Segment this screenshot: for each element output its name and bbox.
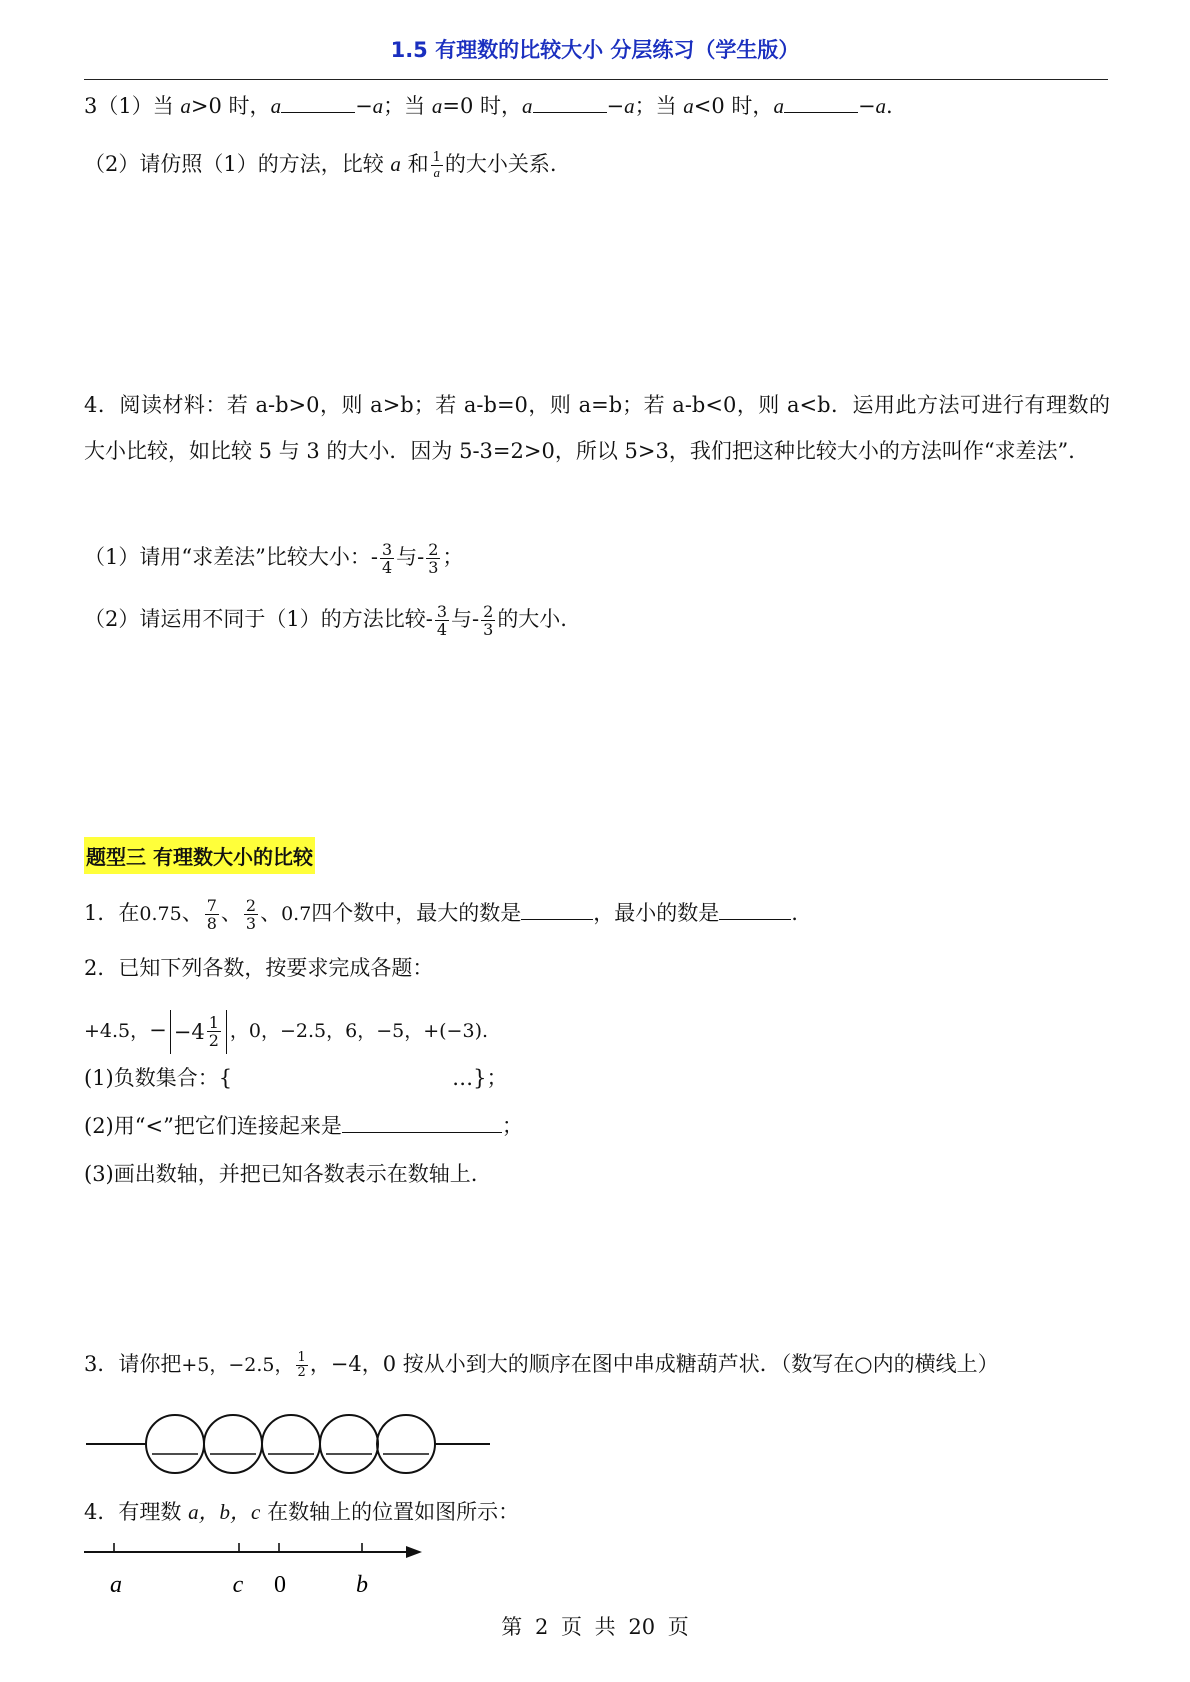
bead-1[interactable]: [146, 1415, 204, 1473]
fraction: $\frac{7}{8}$: [206, 896, 217, 933]
q3-blank-3[interactable]: [784, 92, 858, 113]
s3-q2-sub2: (2)用“<”把它们连接起来是 ；: [84, 1114, 523, 1138]
absolute-value: −4 $\frac{1}{2}$: [170, 1010, 227, 1054]
label-a: a: [110, 1572, 122, 1598]
q4-reading: 4．阅读材料：若 a-b>0，则 a>b；若 a-b=0，则 a=b；若 a-b<0，则 a<b．运用此方法可进行有理数的大小比较，如比较 5 与 3 的大小．因为 5-3=2>0，所以 5>3，我们把这种比较大小的方法叫作“求差法”．: [84, 393, 1110, 463]
page-title: 1.5 有理数的比较大小 分层练习（学生版）: [390, 38, 800, 62]
fraction: $\frac{2}{3}$: [245, 896, 257, 933]
order-blank[interactable]: [342, 1112, 502, 1133]
fraction: $\frac{3}{4}$: [436, 602, 448, 639]
largest-blank[interactable]: [521, 899, 593, 920]
number-line: [0, 1530, 440, 1605]
fraction: $\frac{2}{3}$: [483, 602, 494, 639]
s3-q3: 3．请你把+5，−2.5， $\frac{1}{2}$ ，−4，0 按从小到大的顺序在图中串成糖葫芦状．（数写在○内的横线上）: [84, 1350, 999, 1380]
label-c: c: [232, 1572, 244, 1598]
fraction: $\frac{2}{3}$: [428, 540, 439, 577]
q4-part1: （1）请用“求差法”比较大小：- $\frac{3}{4}$ 与- $\frac{2}{3}$ ；: [84, 540, 464, 577]
label-0: 0: [274, 1572, 286, 1598]
smallest-blank[interactable]: [719, 899, 791, 920]
fraction: $\frac{1}{2}$: [208, 1013, 219, 1050]
s3-q2-sub1: (1)负数集合：{ …}；: [84, 1066, 508, 1090]
s3-q4: 4．有理数 a，b，c 在数轴上的位置如图所示：: [84, 1500, 520, 1524]
s3-q2-intro: 2．已知下列各数，按要求完成各题：: [84, 956, 434, 980]
q3-part1: 3（1）当 a>0 时，a −a；当 a=0 时，a −a；当 a<0 时，a −a.: [84, 94, 893, 118]
fraction: $\frac{3}{4}$: [381, 540, 393, 577]
bead-2[interactable]: [204, 1415, 262, 1473]
bead-4[interactable]: [320, 1415, 378, 1473]
page-footer: 第 2 页 共 20 页: [501, 1615, 689, 1639]
s3-q1: 1．在0.75、 $\frac{7}{8}$ 、 $\frac{2}{3}$ 、0.7四个数中，最大的数是 ，最小的数是 .: [84, 896, 798, 933]
s3-q2-sub3: (3)画出数轴，并把已知各数表示在数轴上.: [84, 1162, 478, 1186]
q3-blank-2[interactable]: [533, 92, 607, 113]
section-heading: 题型三 有理数大小的比较: [84, 837, 315, 874]
q3-part2: （2）请仿照（1）的方法，比较 a 和 $\frac{1}{a}$ 的大小关系.: [84, 150, 557, 180]
bead-3[interactable]: [262, 1415, 320, 1473]
arrow-icon: [406, 1546, 422, 1558]
bead-5[interactable]: [377, 1415, 435, 1473]
q3-blank-1[interactable]: [281, 92, 355, 113]
label-b: b: [356, 1572, 368, 1598]
fraction: $\frac{1}{2}$: [297, 1350, 306, 1380]
header-rule: [84, 79, 1108, 80]
q4-part2: （2）请运用不同于（1）的方法比较- $\frac{3}{4}$ 与- $\frac{2}{3}$ 的大小.: [84, 602, 567, 639]
fraction: $\frac{1}{a}$: [432, 150, 441, 180]
tanghulu-diagram: [0, 1400, 520, 1490]
s3-q2-numbers: +4.5，− −4 $\frac{1}{2}$ ，0，−2.5，6，−5，+(−3).: [84, 1008, 488, 1054]
